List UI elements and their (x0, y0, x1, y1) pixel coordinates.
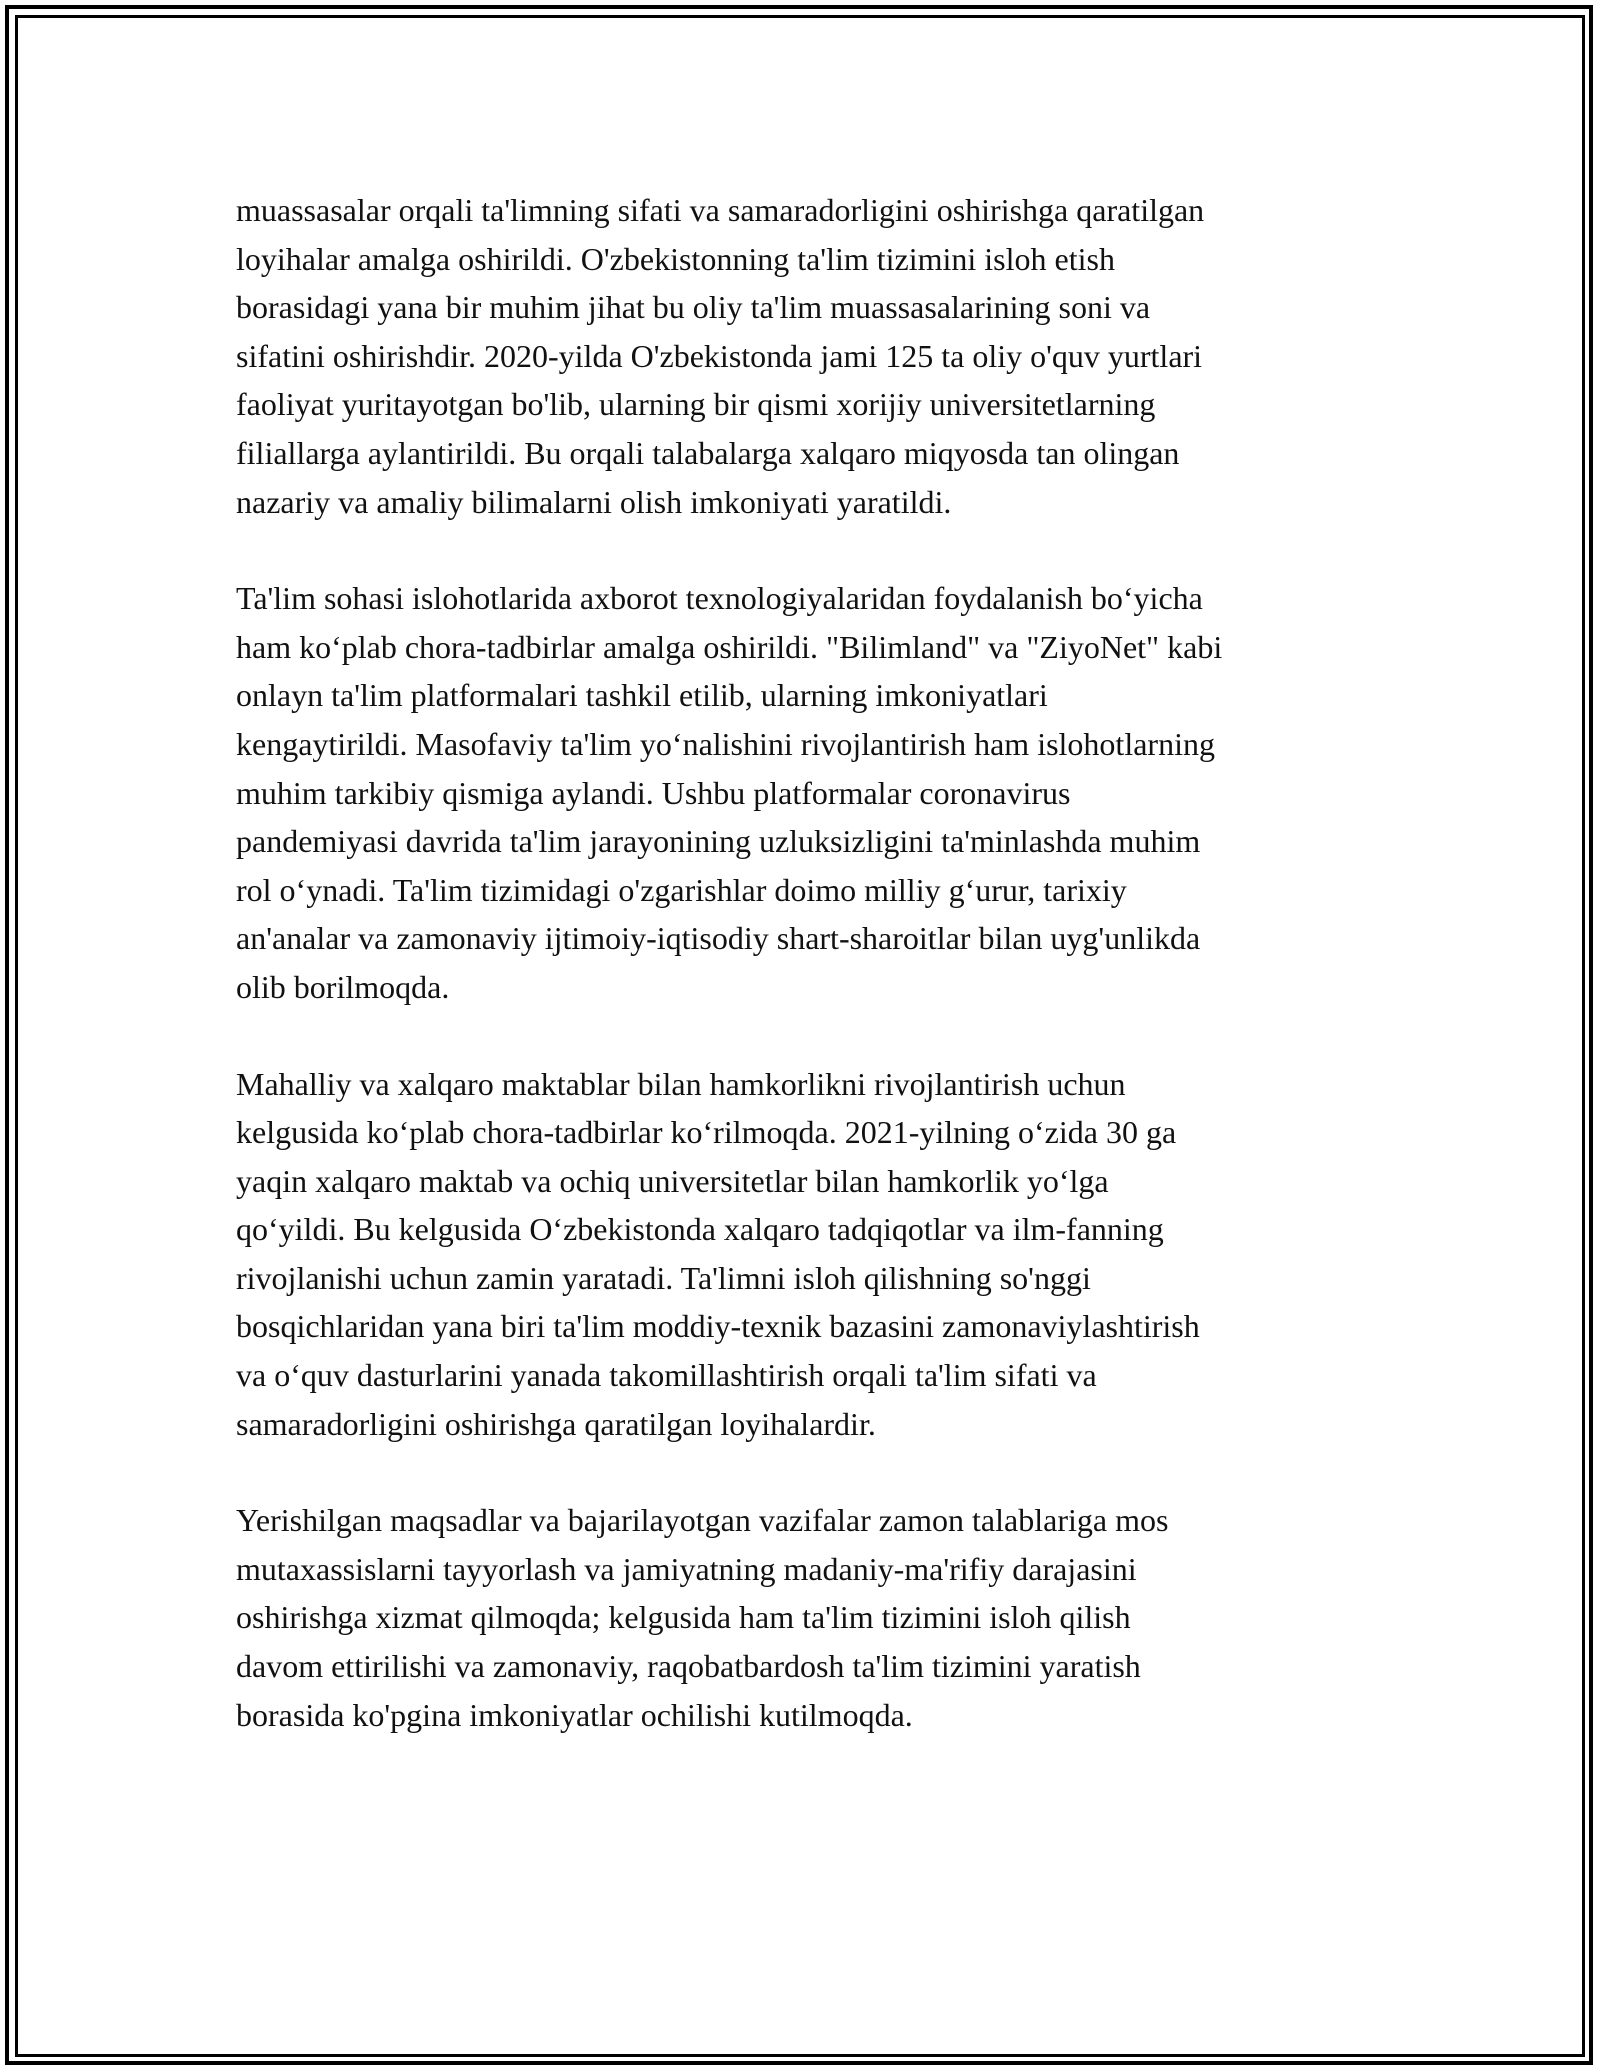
text-line: va o‘quv dasturlarini yanada takomillashtirish orqali ta'lim sifati va (236, 1357, 1097, 1394)
text-line: sifatini oshirishdir. 2020-yilda O'zbekistonda jami 125 ta oliy o'quv yurtlari (236, 337, 1203, 374)
text-line: qo‘yildi. Bu kelgusida O‘zbekistonda xalqaro tadqiqotlar va ilm-fanning (236, 1211, 1164, 1248)
text-line: ham ko‘plab chora-tadbirlar amalga oshirildi. "Bilimland" va "ZiyoNet" kabi (236, 628, 1223, 665)
text-line: nazariy va amaliy bilimalarni olish imkoniyati yaratildi. (236, 483, 952, 520)
text-line: Ta'lim sohasi islohotlarida axborot texnologiyalaridan foydalanish bo‘yicha (236, 580, 1203, 617)
text-line: Mahalliy va xalqaro maktablar bilan hamkorlikni rivojlantirish uchun (236, 1065, 1126, 1102)
text-line: kengaytirildi. Masofaviy ta'lim yo‘nalishini rivojlantirish ham islohotlarning (236, 725, 1215, 762)
text-line: bosqichlaridan yana biri ta'lim moddiy-texnik bazasini zamonaviylashtirish (236, 1308, 1200, 1345)
text-line: filiallarga aylantirildi. Bu orqali talabalarga xalqaro miqyosda tan olingan (236, 434, 1180, 471)
text-line: muhim tarkibiy qismiga aylandi. Ushbu platformalar coronavirus (236, 774, 1071, 811)
paragraph-1 (236, 186, 1376, 526)
text-line: yaqin xalqaro maktab va ochiq universitetlar bilan hamkorlik yo‘lga (236, 1162, 1109, 1199)
paragraph-4 (236, 1496, 1376, 1739)
text-line: davom ettirilishi va zamonaviy, raqobatbardosh ta'lim tizimini yaratish (236, 1648, 1141, 1685)
text-line: oshirishga xizmat qilmoqda; kelgusida ham ta'lim tizimini isloh qilish (236, 1599, 1131, 1636)
text-line: faoliyat yuritayotgan bo'lib, ularning bir qismi xorijiy universitetlarning (236, 386, 1156, 423)
document-body (236, 186, 1376, 1787)
text-line: rol o‘ynadi. Ta'lim tizimidagi o'zgarishlar doimo milliy g‘urur, tarixiy (236, 871, 1127, 908)
text-line: Yerishilgan maqsadlar va bajarilayotgan vazifalar zamon talablariga mos (236, 1502, 1169, 1539)
paragraph-2 (236, 574, 1376, 1011)
text-line: an'analar va zamonaviy ijtimoiy-iqtisodiy shart-sharoitlar bilan uyg'unlikda (236, 920, 1201, 957)
text-line: loyihalar amalga oshirildi. O'zbekistonning ta'lim tizimini isloh etish (236, 240, 1115, 277)
text-line: borasidagi yana bir muhim jihat bu oliy ta'lim muassasalarining soni va (236, 289, 1151, 326)
text-line: muassasalar orqali ta'limning sifati va samaradorligini oshirishga qaratilgan (236, 192, 1205, 228)
text-line: mutaxassislarni tayyorlash va jamiyatning madaniy-ma'rifiy darajasini (236, 1550, 1137, 1587)
text-line: samaradorligini oshirishga qaratilgan loyihalardir. (236, 1405, 876, 1442)
text-line: borasida ko'pgina imkoniyatlar ochilishi kutilmoqda. (236, 1696, 913, 1733)
paragraph-3 (236, 1060, 1376, 1449)
text-line: pandemiyasi davrida ta'lim jarayonining uzluksizligini ta'minlashda muhim (236, 823, 1201, 860)
text-line: kelgusida ko‘plab chora-tadbirlar ko‘rilmoqda. 2021-yilning o‘zida 30 ga (236, 1114, 1177, 1151)
text-line: onlayn ta'lim platformalari tashkil etilib, ularning imkoniyatlari (236, 677, 1048, 714)
text-line: olib borilmoqda. (236, 968, 450, 1005)
text-line: rivojlanishi uchun zamin yaratadi. Ta'limni isloh qilishning so'nggi (236, 1259, 1091, 1296)
